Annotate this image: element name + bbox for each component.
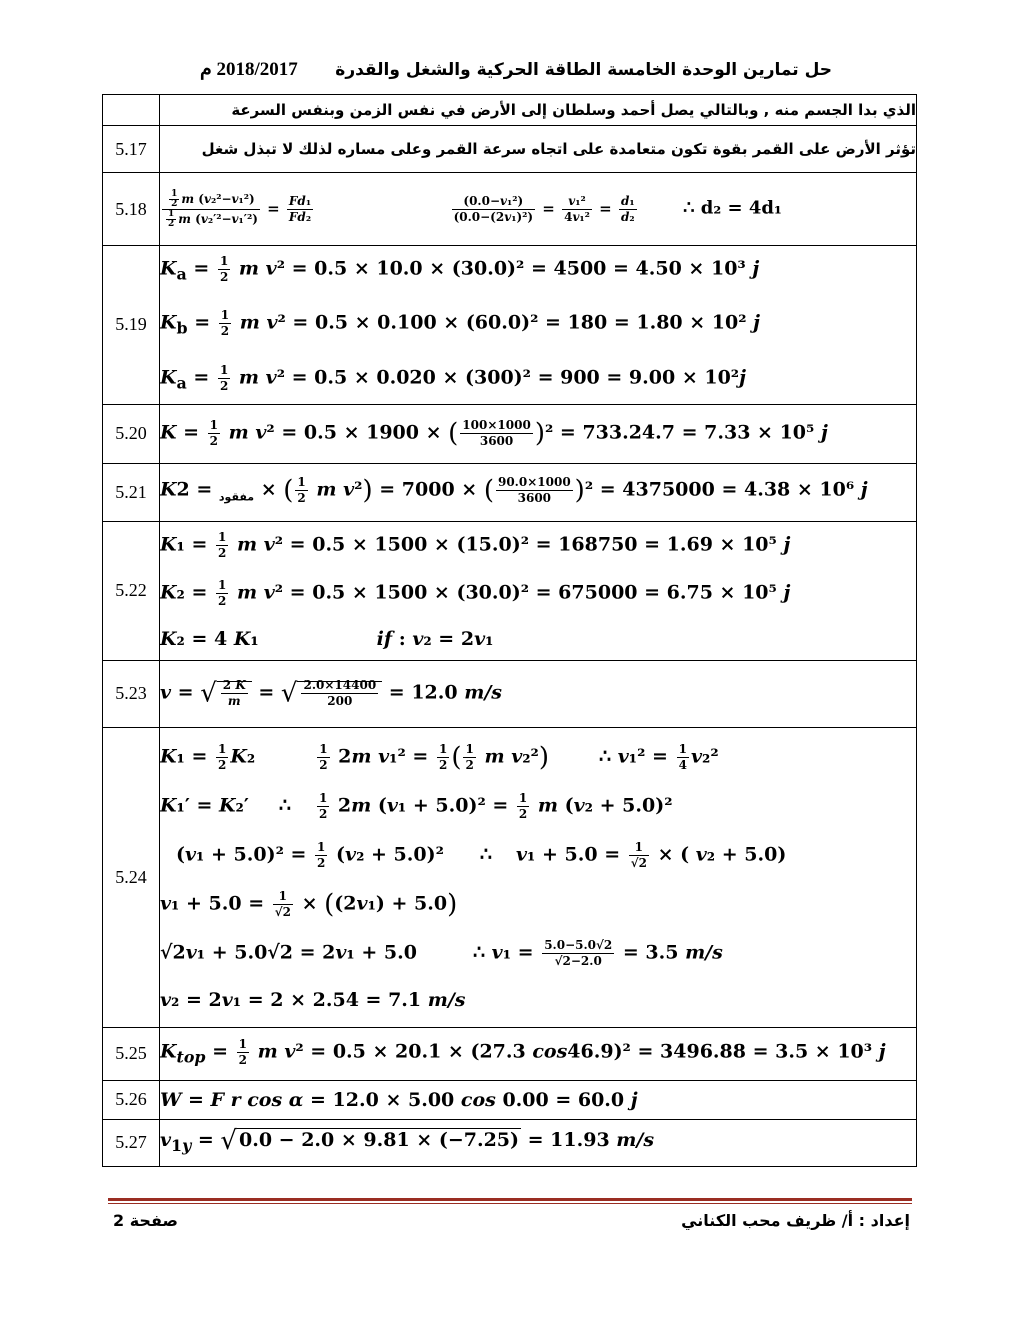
result-d2: ∴ d₂ = 4d₁ (683, 197, 782, 218)
answer-text: تؤثر الأرض على القمر بقوة تكون متعامدة على اتجاه سرعة القمر وعلى مساره لذلك لا تبذل شغل (160, 126, 917, 173)
exercise-number: 5.17 (103, 126, 160, 173)
table-row (103, 404, 917, 463)
exercise-number (103, 95, 160, 126)
answer-equation: W = F r cos α = 12.0 × 5.00 cos 0.00 = 60.0 j (160, 1080, 917, 1119)
answer-equation: K₁ = $\frac{1}{2}$ m v² = 0.5 × 1500 × (15.0)² = 168750 = 1.69 × 10⁵ j K₂ = $\frac{1}{2}$ m v² = 0.5 × 1500 × (30.0)² = 675000 = 6.75 × 10⁵ j K₂ = 4 K₁ if : v₂ = 2v₁ (160, 521, 917, 660)
table-row (103, 126, 917, 173)
answer-equation: K₁ = $\frac{1}{2}$ K₂ $\frac{1}{2}$ 2m v₁² = $\frac{1}{2}$ ( $\frac{1}{2}$ m v₂²) ∴ v₁² = $\frac{1}{4}$ v₂² K₁′ = K₂′ ∴ $\frac{1}{2}$ 2m (v₁ + 5.0)² = $\frac{1}{2}$ m (v₂ + 5.0)² (v₁ + 5.0)² = $\frac{1}{2}$ (v₂ + 5.0)² ∴ v₁ + 5.0 = $\frac{1}{√2}$ × ( v₂ + 5.0) v₁ + 5.0 = $\frac{1}{√2}$ × ((2v₁) + 5.0) √2v₁ + 5.0√2 = 2v₁ + 5.0 ∴ v₁ = $\frac{5.0-5.0√2}{√2-2.0}$ = 3.5 m/s v₂ = 2v₁ = 2 × 2.54 = 7.1 m/s (160, 727, 917, 1027)
solutions-table (102, 94, 917, 1167)
table-row (103, 463, 917, 521)
page-title: حل تمارين الوحدة الخامسة الطاقة الحركية والشغل والقدرة (335, 60, 832, 80)
exercise-number: 5.27 (103, 1119, 160, 1166)
answer-equation: $K_a$ = $\frac{1}{2}$ m v² = 0.5 × 10.0 × (30.0)² = 4500 = 4.50 × 10³ j $K_b$ = $\frac{1}{2}$ m v² = 0.5 × 0.100 × (60.0)² = 180 = 1.80 × 10² j $K_a$ = $\frac{1}{2}$ m v² = 0.5 × 0.020 × (300)² = 900 = 9.00 × 10²j (160, 246, 917, 405)
exercise-number: 5.21 (103, 463, 160, 521)
answer-equation: K $_{مفقود}$ = 2 × ( $\frac{1}{2}$ m v²) = 7000 × ( $\frac{90.0\times 1000}{3600}$ )² = 4375000 = 4.38 × 10⁶ j (160, 463, 917, 521)
answer-equation: v = √ $\frac{2 K}{m}$ = √ $\frac{2.0\times 14400}{200}$ = 12.0 m/s (160, 660, 917, 727)
table-row (103, 521, 917, 660)
exercise-number: 5.22 (103, 521, 160, 660)
exercise-number: 5.23 (103, 660, 160, 727)
footer-divider-thin (108, 1203, 912, 1204)
table-row (103, 1119, 917, 1166)
table-row (103, 660, 917, 727)
exercise-number: 5.26 (103, 1080, 160, 1119)
table-row (103, 1027, 917, 1080)
exercise-number: 5.25 (103, 1027, 160, 1080)
answer-equation: $v_{1y}$ = √ 0.0 − 2.0 × 9.81 × (−7.25) = 11.93 m/s (160, 1119, 917, 1166)
table-row (103, 95, 917, 126)
exercise-number: 5.18 (103, 173, 160, 246)
table-row (103, 173, 917, 246)
academic-year: 2018/2017 م (200, 59, 298, 80)
answer-equation: $K_{top}$ = $\frac{1}{2}$ m v² = 0.5 × 20.1 × (27.3 cos46.9)² = 3496.88 = 3.5 × 10³ j (160, 1027, 917, 1080)
table-row (103, 246, 917, 405)
page-header (0, 56, 1020, 86)
author-credit: إعداد : أ/ ظريف محب الكناني (681, 1211, 910, 1230)
exercise-number: 5.20 (103, 404, 160, 463)
table-row (103, 727, 917, 1027)
answer-equation: K = $\frac{1}{2}$ m v² = 0.5 × 1900 × ( $\frac{100\times 1000}{3600}$ )² = 733.24.7 = 7.33 × 10⁵ j (160, 404, 917, 463)
footer-divider (108, 1198, 912, 1201)
exercise-number: 5.19 (103, 246, 160, 405)
answer-text: الذي بدا الجسم منه , وبالتالي يصل أحمد وسلطان إلى الأرض في نفس الزمن وبنفس السرعة (160, 95, 917, 126)
exercise-number: 5.24 (103, 727, 160, 1027)
answer-equation: $\frac{1}{2}$ m (v₂²−v₁²) $\frac{1}{2}$ m (v₂′²−v₁′²) = $\frac{\text{Fd₁}}{\text{Fd₂}}$ $\frac{\text{(0.0−v₁²)}}{\text{(0.0−(2v₁)²)}}$ = $\frac{\text{v₁²}}{\text{4v₁²}}$ = $\frac{\text{d₁}}{\text{d₂}}$ ∴ d₂ = 4d₁ (160, 173, 917, 246)
table-row (103, 1080, 917, 1119)
page-number: صفحة 2 (113, 1211, 178, 1230)
